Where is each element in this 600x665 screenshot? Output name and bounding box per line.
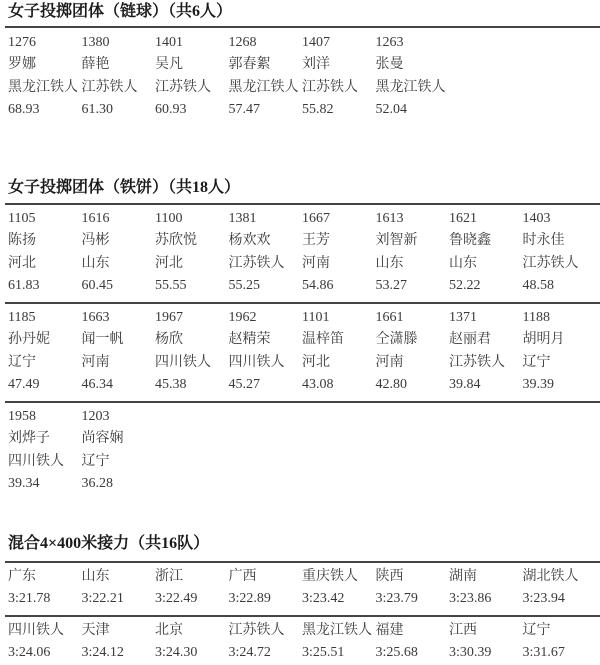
result-value: 57.47 (228, 102, 260, 118)
result-time: 3:24.12 (81, 645, 124, 661)
results-row-group (8, 32, 596, 122)
team-name: 重庆铁人 (302, 569, 358, 584)
athlete-name: 杨欣 (155, 332, 183, 348)
athlete-number: 1268 (228, 35, 257, 50)
athlete-name: 冯彬 (81, 233, 110, 249)
section-title: 女子投掷团体（铁饼）（共18人） (8, 179, 241, 196)
athlete-name: 郭春絮 (228, 57, 271, 73)
team-name: 江苏铁人 (81, 79, 138, 95)
team-name: 河北 (155, 255, 183, 271)
athlete-name: 杨欢欢 (228, 233, 271, 249)
results-row-group (8, 406, 596, 496)
athlete-name: 刘洋 (302, 57, 330, 73)
result-time: 3:22.89 (228, 591, 271, 607)
team-name: 广东 (8, 569, 36, 584)
athlete-number: 1958 (8, 409, 36, 424)
result-time: 3:23.94 (522, 591, 565, 607)
athlete-name: 胡明月 (522, 332, 565, 348)
results-row-group (8, 620, 596, 665)
result-value: 68.93 (8, 102, 40, 118)
team-name: 湖北铁人 (522, 569, 579, 584)
athlete-number: 1621 (449, 211, 477, 226)
result-time: 3:23.42 (302, 591, 345, 607)
athlete-number: 1185 (8, 310, 36, 325)
result-time: 3:23.79 (375, 591, 418, 607)
athlete-name: 赵丽君 (449, 332, 491, 348)
athlete-number: 1616 (81, 211, 110, 226)
athlete-name: 罗娜 (8, 57, 36, 73)
result-time: 3:31.67 (522, 645, 565, 661)
team-name: 江苏铁人 (155, 79, 211, 95)
athlete-number: 1663 (81, 310, 110, 325)
team-name: 广西 (228, 569, 257, 584)
team-name: 辽宁 (522, 623, 551, 638)
athlete-number: 1407 (302, 35, 330, 50)
result-time: 3:21.78 (8, 591, 51, 607)
team-name: 四川铁人 (155, 354, 211, 370)
divider-line (5, 401, 600, 403)
athlete-name: 刘智新 (375, 233, 418, 249)
result-value: 53.27 (375, 278, 407, 294)
athlete-name: 赵精荣 (228, 332, 271, 348)
results-row-group (8, 208, 596, 298)
results-row-group (8, 307, 596, 397)
team-name: 黑龙江铁人 (302, 623, 372, 638)
results-row-group (8, 566, 596, 611)
team-name: 北京 (155, 623, 183, 638)
result-value: 43.08 (302, 377, 334, 393)
athlete-name: 王芳 (302, 233, 330, 249)
athlete-number: 1263 (375, 35, 404, 50)
team-name: 河北 (302, 354, 330, 370)
athlete-number: 1962 (228, 310, 257, 325)
athlete-number: 1967 (155, 310, 183, 325)
athlete-number: 1188 (522, 310, 550, 325)
team-name: 四川铁人 (8, 623, 64, 638)
result-time: 3:22.21 (81, 591, 124, 607)
team-name: 山东 (375, 255, 404, 271)
athlete-number: 1403 (522, 211, 551, 226)
result-value: 39.34 (8, 476, 40, 492)
result-value: 52.04 (375, 102, 407, 118)
result-value: 48.58 (522, 278, 554, 294)
team-name: 天津 (81, 623, 110, 638)
result-value: 36.28 (81, 476, 113, 492)
team-name: 黑龙江铁人 (375, 79, 446, 95)
section-title: 女子投掷团体（链球）（共6人） (8, 3, 233, 20)
result-value: 61.83 (8, 278, 40, 294)
team-name: 江苏铁人 (228, 623, 285, 638)
team-name: 江西 (449, 623, 477, 638)
result-time: 3:24.30 (155, 645, 198, 661)
athlete-name: 刘烨子 (8, 431, 50, 447)
result-time: 3:24.72 (228, 645, 271, 661)
result-value: 55.25 (228, 278, 260, 294)
team-name: 辽宁 (81, 453, 110, 469)
result-value: 45.27 (228, 377, 260, 393)
athlete-number: 1105 (8, 211, 36, 226)
athlete-name: 仝潇滕 (375, 332, 418, 348)
athlete-number: 1371 (449, 310, 477, 325)
result-value: 42.80 (375, 377, 407, 393)
team-name: 浙江 (155, 569, 183, 584)
team-name: 江苏铁人 (449, 354, 505, 370)
athlete-name: 时永佳 (522, 233, 565, 249)
athlete-name: 尚容娴 (81, 431, 124, 447)
result-time: 3:24.06 (8, 645, 51, 661)
athlete-number: 1613 (375, 211, 404, 226)
team-name: 江苏铁人 (228, 255, 285, 271)
result-value: 60.93 (155, 102, 187, 118)
team-name: 河南 (81, 354, 110, 370)
team-name: 江苏铁人 (302, 79, 358, 95)
athlete-name: 苏欣悦 (155, 233, 197, 249)
team-name: 河南 (302, 255, 330, 271)
team-name: 黑龙江铁人 (8, 79, 78, 95)
team-name: 黑龙江铁人 (228, 79, 299, 95)
result-time: 3:23.86 (449, 591, 492, 607)
result-value: 52.22 (449, 278, 481, 294)
divider-line (5, 561, 600, 563)
athlete-number: 1667 (302, 211, 330, 226)
team-name: 山东 (81, 569, 110, 584)
athlete-name: 薛艳 (81, 57, 110, 73)
athlete-number: 1401 (155, 35, 183, 50)
result-value: 60.45 (81, 278, 113, 294)
athlete-number: 1661 (375, 310, 404, 325)
team-name: 河北 (8, 255, 36, 271)
athlete-name: 张曼 (375, 57, 404, 73)
athlete-name: 陈扬 (8, 233, 36, 249)
result-value: 61.30 (81, 102, 113, 118)
result-time: 3:22.49 (155, 591, 198, 607)
athlete-name: 温梓笛 (302, 332, 344, 348)
team-name: 陕西 (375, 569, 404, 584)
team-name: 辽宁 (8, 354, 36, 370)
divider-line (5, 26, 600, 28)
team-name: 江苏铁人 (522, 255, 579, 271)
team-name: 四川铁人 (228, 354, 285, 370)
result-value: 54.86 (302, 278, 334, 294)
team-name: 山东 (81, 255, 110, 271)
team-name: 河南 (375, 354, 404, 370)
team-name: 辽宁 (522, 354, 551, 370)
team-name: 福建 (375, 623, 404, 638)
result-value: 46.34 (81, 377, 113, 393)
athlete-number: 1381 (228, 211, 257, 226)
athlete-name: 闻一帆 (81, 332, 124, 348)
result-time: 3:25.68 (375, 645, 418, 661)
result-value: 47.49 (8, 377, 40, 393)
athlete-number: 1380 (81, 35, 110, 50)
athlete-number: 1100 (155, 211, 183, 226)
athlete-number: 1276 (8, 35, 36, 50)
result-value: 45.38 (155, 377, 187, 393)
result-value: 39.84 (449, 377, 481, 393)
result-value: 39.39 (522, 377, 554, 393)
section-title: 混合4×400米接力（共16队） (8, 535, 210, 552)
athlete-name: 鲁晓鑫 (449, 233, 491, 249)
athlete-name: 孙丹妮 (8, 332, 50, 348)
divider-line (5, 615, 600, 617)
divider-line (5, 302, 600, 304)
divider-line (5, 203, 600, 205)
team-name: 山东 (449, 255, 477, 271)
team-name: 四川铁人 (8, 453, 64, 469)
athlete-number: 1203 (81, 409, 110, 424)
result-value: 55.82 (302, 102, 334, 118)
result-time: 3:25.51 (302, 645, 345, 661)
athlete-name: 吴凡 (155, 57, 183, 73)
result-value: 55.55 (155, 278, 187, 294)
athlete-number: 1101 (302, 310, 330, 325)
team-name: 湖南 (449, 569, 477, 584)
result-time: 3:30.39 (449, 645, 492, 661)
